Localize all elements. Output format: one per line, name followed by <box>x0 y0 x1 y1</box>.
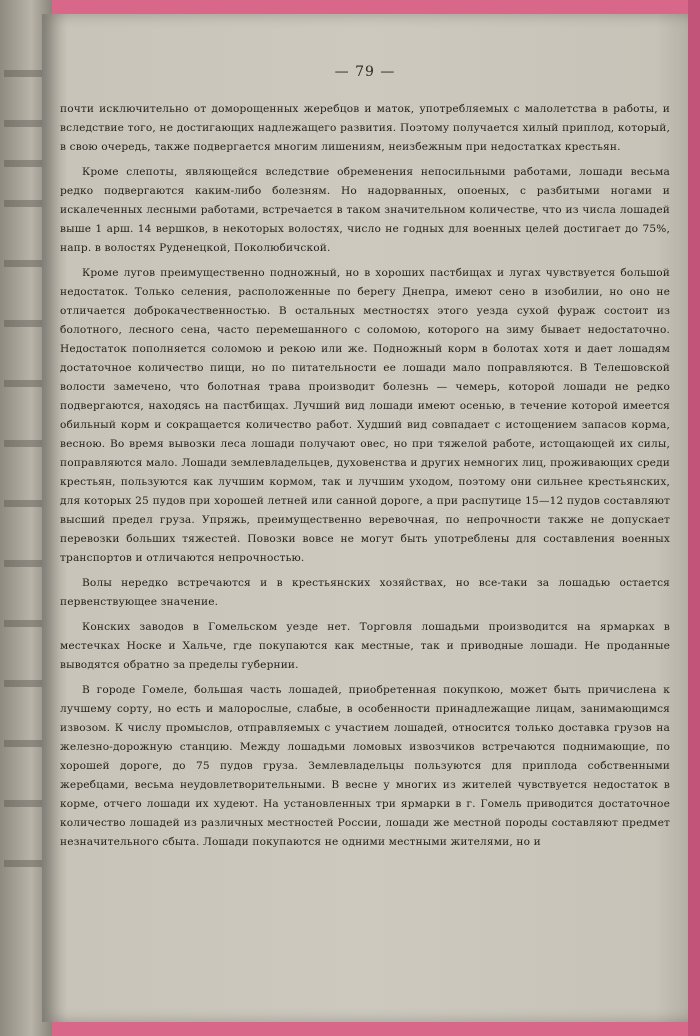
paragraph: Кроме лугов преимущественно подножный, но в хороших пастбищах и лугах чувствуется большой недостаток. Только селения, расположенные по берегу Днепра, имеют сено в изобилии, но оно не отличается доброкачественностью. В остальных местностях этого уезда сухой фураж состоит из болотного, лесного сена, часто перемешанного с соломою, которого на зиму бывает недостаточно. Недостаток пополняется соломою и рекою или же. Подножный корм в болотах хотя и дает лошадям достаточное количество пищи, но по питательности ее лошади мало поправляются. В Телешовской волости замечено, что болотная трава производит болезнь — чемерь, которой лошади не редко подвергаются, находясь на пастбищах. Лучший вид лошади имеют осенью, в течение которой имеется обильный корм и сокращается количество работ. Худший вид совпадает с истощением запасов корма, весною. Во время вывозки леса лошади получают овес, но при тяжелой работе, истощающей их силы, поправляются мало. Лошади землевладельцев, духовенства и других немногих лиц, проживающих среди крестьян, пользуются как лучшим кормом, так и лучшим уходом, поэтому они сильнее крестьянских, для которых 25 пудов при хорошей летней или санной дороге, а при распутице 15—12 пудов составляют высший предел груза. Упряжь, преимущественно веревочная, по непрочности также не допускает перевозки больших тяжестей. Повозки вовсе не могут быть употреблены для составления военных транспортов и отличаются непрочностью. <box>60 267 670 564</box>
paragraph: Кроме слепоты, являющейся вследствие обременения непосильными работами, лошади весьма редко подвергаются каким-либо болезням. Но надорванных, опоеных, с разбитыми ногами и искалеченных лесными работами, встречается в таком значительном количестве, что из числа лошадей выше 1 арш. 14 вершков, в некоторых волостях, число не годных для военных целей достигает до 75%, напр. в волостях Руденецкой, Поколюбичской. <box>60 166 670 254</box>
page-number: — 79 — <box>334 64 396 80</box>
binding-edge <box>688 0 700 1036</box>
page-text <box>60 100 670 858</box>
book-page <box>42 14 688 1022</box>
paragraph: Конских заводов в Гомельском уезде нет. Торговля лошадьми производится на ярмарках в местечках Носке и Хальче, где покупаются как местные, так и приводные лошади. Не проданные выводятся обратно за пределы губернии. <box>60 621 670 671</box>
paragraph: почти исключительно от доморощенных жеребцов и маток, употребляемых с малолетства в работы, и вследствие того, не достигающих надлежащего развития. Поэтому получается хилый приплод, который, в свою очередь, также подвергается многим лишениям, неизбежным при недостатках крестьян. <box>60 103 670 153</box>
paragraph: Волы нередко встречаются и в крестьянских хозяйствах, но все-таки за лошадью остается первенствующее значение. <box>60 577 670 608</box>
paragraph: В городе Гомеле, большая часть лошадей, приобретенная покупкою, может быть причислена к лучшему сорту, но есть и малорослые, слабые, в особенности принадлежащие лицам, занимающимся извозом. К числу промыслов, отправляемых с участием лошадей, относится только доставка грузов на железно-дорожную станцию. Между лошадьми ломовых извозчиков встречаются поднимающие, по хорошей дороге, до 75 пудов груза. Землевладельцы пользуются для приплода собственными жеребцами, весьма неудовлетворительными. В весне у многих из жителей чувствуется недостаток в корме, отчего лошади их худеют. На установленных три ярмарки в г. Гомель приводится достаточное количество лошадей из различных местностей России, лошади же местной породы составляют предмет незначительного сбыта. Лошади покупаются не одними местными жителями, но и <box>60 684 670 848</box>
